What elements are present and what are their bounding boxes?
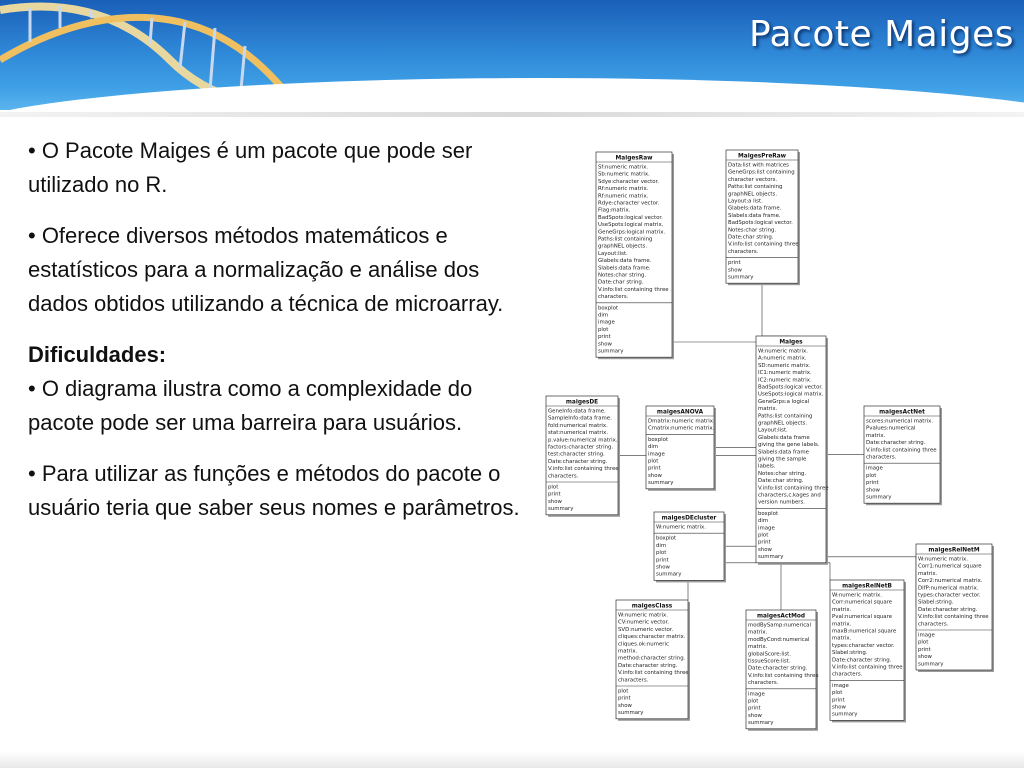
uml-attribute: GeneGrps:a logical <box>758 398 810 405</box>
uml-attribute: Layout:list. <box>758 427 788 434</box>
uml-attribute: matrix. <box>918 570 938 577</box>
uml-method: show <box>918 654 932 661</box>
uml-class-name: maigesRelNetM <box>928 547 980 554</box>
uml-method: show <box>832 704 846 711</box>
uml-method: boxplot <box>758 510 779 517</box>
uml-attribute: W:numeric matrix. <box>656 524 706 531</box>
footer-bar <box>0 752 1024 768</box>
uml-attribute: characters. <box>866 454 897 461</box>
uml-attribute: W:numeric matrix. <box>758 348 808 355</box>
uml-attribute: cliques.ok:numeric <box>618 641 669 648</box>
uml-attribute: Notes:char string. <box>758 470 807 477</box>
uml-attribute: matrix. <box>832 621 852 628</box>
uml-attribute: Glabels:data frame. <box>598 258 652 265</box>
uml-attribute: V.info:list containing three <box>758 485 829 492</box>
uml-attribute: V.info:list containing three <box>918 614 989 621</box>
uml-attribute: matrix. <box>832 635 852 642</box>
uml-method: print <box>866 480 879 487</box>
uml-method: image <box>832 682 849 689</box>
bullet-diagram: • O diagrama ilustra como a complexidade do pacote pode ser uma barreira para usuários. <box>28 376 473 435</box>
uml-attribute: BadSpots:logical vector. <box>598 214 663 221</box>
uml-method: image <box>598 319 615 326</box>
uml-attribute: Corr:numerical square <box>832 599 893 606</box>
uml-attribute: version numbers. <box>758 499 806 506</box>
uml-attribute: fold:numerical matrix. <box>548 422 608 429</box>
slide-text-body <box>28 134 528 542</box>
uml-connector <box>762 283 791 336</box>
uml-attribute: V.info:list containing three <box>866 447 937 454</box>
uml-attribute: W:numeric matrix. <box>832 592 882 599</box>
uml-method: summary <box>648 480 674 487</box>
uml-attribute: scores:numerical matrix. <box>866 418 933 425</box>
uml-method: plot <box>598 326 609 333</box>
uml-attribute: factors:character string. <box>548 444 614 451</box>
uml-attribute: characters. <box>832 671 863 678</box>
uml-attribute: Glabels:data frame <box>758 434 810 441</box>
uml-attribute: matrix. <box>748 644 768 651</box>
uml-method: print <box>728 260 741 267</box>
uml-class-Maiges <box>756 336 829 565</box>
uml-attribute: A:numeric matrix. <box>758 355 807 362</box>
uml-method: summary <box>758 554 784 561</box>
uml-method: plot <box>648 458 659 465</box>
uml-method: dim <box>598 312 609 319</box>
uml-attribute: maxB:numerical square <box>832 628 897 635</box>
uml-method: plot <box>866 472 877 479</box>
uml-attribute: labels. <box>758 463 776 470</box>
uml-method: print <box>832 697 845 704</box>
uml-attribute: characters. <box>548 473 579 480</box>
uml-method: summary <box>618 710 644 717</box>
uml-class-name: maigesActNet <box>879 409 925 416</box>
uml-attribute: matrix. <box>748 629 768 636</box>
bullet-intro: • O Pacote Maiges é um pacote que pode ser utilizado no R. <box>28 138 473 197</box>
uml-attribute: types:character vector. <box>918 592 981 599</box>
uml-attribute: graphNEL objects. <box>728 191 778 198</box>
uml-method: print <box>548 491 561 498</box>
uml-method: dim <box>648 444 659 451</box>
uml-attribute: Notes:char string. <box>728 227 777 234</box>
uml-method: print <box>758 539 771 546</box>
uml-attribute: Dmatrix:numeric matrix. <box>648 418 715 425</box>
uml-attribute: V.info:list containing three <box>598 286 669 293</box>
uml-method: plot <box>656 550 667 557</box>
uml-method: print <box>656 557 669 564</box>
uml-attribute: GeneGrps:logical matrix. <box>598 229 666 236</box>
uml-attribute: cliques:character matrix. <box>618 634 686 641</box>
uml-method: print <box>918 646 931 653</box>
uml-class-name: maigesRelNetB <box>842 583 892 590</box>
bullet-usage: • Para utilizar as funções e métodos do pacote o usuário teria que saber seus nomes e parâmetros. <box>28 461 520 520</box>
uml-attribute: globalScore:list. <box>748 651 791 658</box>
uml-method: image <box>918 632 935 639</box>
uml-method: show <box>656 564 670 571</box>
uml-class-MaigesPreRaw <box>726 150 800 285</box>
uml-attribute: Date:character string. <box>866 440 926 447</box>
uml-attribute: V.info:list containing three <box>548 466 619 473</box>
uml-method: show <box>548 498 562 505</box>
uml-method: boxplot <box>656 535 677 542</box>
uml-method: show <box>748 712 762 719</box>
uml-connector <box>826 563 830 580</box>
uml-attribute: Sb:numeric matrix. <box>598 171 650 178</box>
uml-attribute: characters,c.kages and <box>758 492 821 499</box>
uml-attribute: matrix. <box>618 648 638 655</box>
uml-attribute: characters. <box>598 294 629 301</box>
uml-class-maigesDEcluster <box>654 512 726 582</box>
uml-method: show <box>758 546 772 553</box>
uml-attribute: Corr2:numerical matrix. <box>918 578 983 585</box>
uml-method: image <box>866 465 883 472</box>
uml-method: print <box>748 705 761 712</box>
uml-attribute: Layout:list. <box>598 250 628 257</box>
uml-attribute: Sf:numeric matrix. <box>598 164 649 171</box>
uml-attribute: types:character vector. <box>832 642 895 649</box>
uml-attribute: Flag:matrix. <box>598 207 631 214</box>
uml-attribute: Date:character string. <box>548 458 608 465</box>
uml-attribute: Slabel:string. <box>832 650 868 657</box>
uml-attribute: Slabels:data frame. <box>598 265 651 272</box>
uml-attribute: W:numeric matrix. <box>618 612 668 619</box>
difficulties-heading: Dificuldades: <box>28 342 167 367</box>
uml-attribute: V.info:list containing three <box>618 670 689 677</box>
uml-method: dim <box>758 518 769 525</box>
uml-method: show <box>618 702 632 709</box>
uml-attribute: tissueScore:list. <box>748 658 791 665</box>
uml-method: image <box>648 451 665 458</box>
uml-attribute: V.info:list containing three <box>832 664 903 671</box>
uml-class-name: maigesActMod <box>756 613 806 620</box>
uml-class-maigesANOVA <box>646 406 716 491</box>
uml-attribute: Paths:list containing <box>728 184 783 191</box>
uml-method: show <box>598 341 612 348</box>
uml-method: print <box>648 465 661 472</box>
uml-attribute: Layout:a list. <box>728 198 763 205</box>
uml-method: summary <box>748 720 774 727</box>
uml-attribute: Paths:list containing <box>758 413 813 420</box>
uml-method: summary <box>918 661 944 668</box>
uml-attribute: giving the gene labels. <box>758 442 820 449</box>
uml-attribute: Slabel:string. <box>918 599 954 606</box>
uml-class-name: MaigesPreRaw <box>738 153 786 160</box>
uml-attribute: CV:numeric vector. <box>618 619 669 626</box>
uml-method: boxplot <box>648 436 669 443</box>
uml-attribute: Date:character string. <box>918 606 978 613</box>
uml-attribute: matrix. <box>866 432 886 439</box>
uml-method: boxplot <box>598 305 619 312</box>
uml-attribute: Corr1:numerical square <box>918 563 982 570</box>
uml-method: show <box>648 472 662 479</box>
uml-attribute: character vectors. <box>728 176 778 183</box>
uml-attribute: Date:character string. <box>748 665 808 672</box>
uml-class-diagram <box>536 140 1006 745</box>
uml-class-maigesRelNetB <box>830 580 906 722</box>
uml-attribute: giving the sample <box>758 456 807 463</box>
uml-attribute: Glabels:data frame. <box>728 205 782 212</box>
uml-attribute: IC1:numeric matrix. <box>758 370 812 377</box>
uml-attribute: IC2:numeric matrix. <box>758 377 812 384</box>
uml-attribute: SD:numeric matrix. <box>758 362 811 369</box>
uml-attribute: Sdye:character vector. <box>598 178 660 185</box>
uml-attribute: BadSpots:logical vector. <box>758 384 823 391</box>
uml-attribute: Data:list with matrices <box>728 162 789 169</box>
uml-class-name: maigesClass <box>631 603 673 610</box>
slide-header <box>0 0 1024 110</box>
uml-method: summary <box>656 571 682 578</box>
uml-attribute: method:character string. <box>618 655 686 662</box>
uml-class-name: MaigesRaw <box>615 155 653 162</box>
uml-attribute: Pvalues:numerical <box>866 425 916 432</box>
uml-attribute: Notes:char string. <box>598 272 647 279</box>
uml-method: image <box>748 691 765 698</box>
uml-attribute: UseSpots:logical matrix. <box>758 391 824 398</box>
uml-method: plot <box>832 690 843 697</box>
uml-method: print <box>618 695 631 702</box>
uml-method: summary <box>866 494 892 501</box>
uml-method: print <box>598 334 611 341</box>
uml-class-maigesActNet <box>864 406 942 505</box>
uml-attribute: Rf:numeric matrix. <box>598 186 649 193</box>
uml-method: summary <box>832 711 858 718</box>
uml-attribute: W:numeric matrix. <box>918 556 968 563</box>
uml-attribute: Paths:list containing <box>598 236 653 243</box>
slide-title: Pacote Maiges <box>748 14 1014 55</box>
uml-attribute: Slabels:data frame <box>758 449 809 456</box>
uml-method: plot <box>918 639 929 646</box>
uml-method: plot <box>748 698 759 705</box>
uml-attribute: Slabels:data frame. <box>728 212 781 219</box>
uml-method: plot <box>548 484 559 491</box>
uml-attribute: Date:char string. <box>728 234 774 241</box>
uml-connector <box>781 563 791 610</box>
uml-class-name: maigesANOVA <box>656 409 704 416</box>
uml-class-name: maigesDEcluster <box>661 515 717 522</box>
uml-attribute: graphNEL objects. <box>598 243 648 250</box>
uml-attribute: GeneGrps:list containing <box>728 169 795 176</box>
uml-attribute: Pval:numerical square <box>832 614 893 621</box>
uml-attribute: p.value:numerical matrix. <box>548 437 618 444</box>
uml-attribute: Rf:numeric matrix. <box>598 193 649 200</box>
uml-attribute: Rdye:character vector. <box>598 200 660 207</box>
uml-class-maigesRelNetM <box>916 544 994 672</box>
uml-attribute: GeneInfo:data frame. <box>548 408 606 415</box>
uml-attribute: stat:numerical matrix. <box>548 430 609 437</box>
uml-attribute: modBySamp:numerical <box>748 622 811 629</box>
uml-class-maigesClass <box>616 600 690 721</box>
uml-class-name: Maiges <box>779 339 803 346</box>
uml-attribute: characters. <box>918 621 949 628</box>
uml-attribute: modByCond:numerical <box>748 636 810 643</box>
uml-attribute: Date:character string. <box>618 662 678 669</box>
uml-attribute: graphNEL objects. <box>758 420 808 427</box>
uml-attribute: matrix. <box>758 406 778 413</box>
divider-bar <box>0 112 1024 117</box>
uml-method: show <box>866 487 880 494</box>
uml-method: dim <box>656 542 667 549</box>
uml-attribute: SampleInfo:data frame. <box>548 415 612 422</box>
uml-method: summary <box>548 506 574 513</box>
uml-method: show <box>728 267 742 274</box>
uml-method: summary <box>598 348 624 355</box>
uml-method: plot <box>758 532 769 539</box>
uml-class-name: maigesDE <box>565 399 599 406</box>
uml-attribute: BadSpots:logical vector. <box>728 220 793 227</box>
uml-method: image <box>758 525 775 532</box>
uml-class-MaigesRaw <box>596 152 674 359</box>
uml-attribute: Date:char string. <box>598 279 644 286</box>
uml-attribute: characters. <box>748 680 779 687</box>
uml-attribute: Date:char string. <box>758 478 804 485</box>
uml-class-maigesActMod <box>746 610 819 731</box>
uml-method: summary <box>728 274 754 281</box>
uml-attribute: matrix. <box>832 606 852 613</box>
uml-attribute: characters. <box>728 248 759 255</box>
uml-attribute: V.info:list containing three <box>748 672 819 679</box>
uml-attribute: Date:character string. <box>832 657 892 664</box>
uml-attribute: test:character string. <box>548 451 605 458</box>
uml-attribute: Cmatrix:numeric matrix. <box>648 425 715 432</box>
uml-attribute: characters. <box>618 677 649 684</box>
uml-method: plot <box>618 688 629 695</box>
uml-attribute: UseSpots:logical matrix. <box>598 222 664 229</box>
bullet-methods: • Oferece diversos métodos matemáticos e estatísticos para a normalização e análise dos dados obtidos utilizando a técnica de microarray. <box>28 223 504 316</box>
uml-class-maigesDE <box>546 396 620 517</box>
uml-attribute: DifP:numerical matrix. <box>918 585 979 592</box>
uml-attribute: V.info:list containing three <box>728 241 799 248</box>
uml-attribute: SVD:numeric vector. <box>618 626 674 633</box>
